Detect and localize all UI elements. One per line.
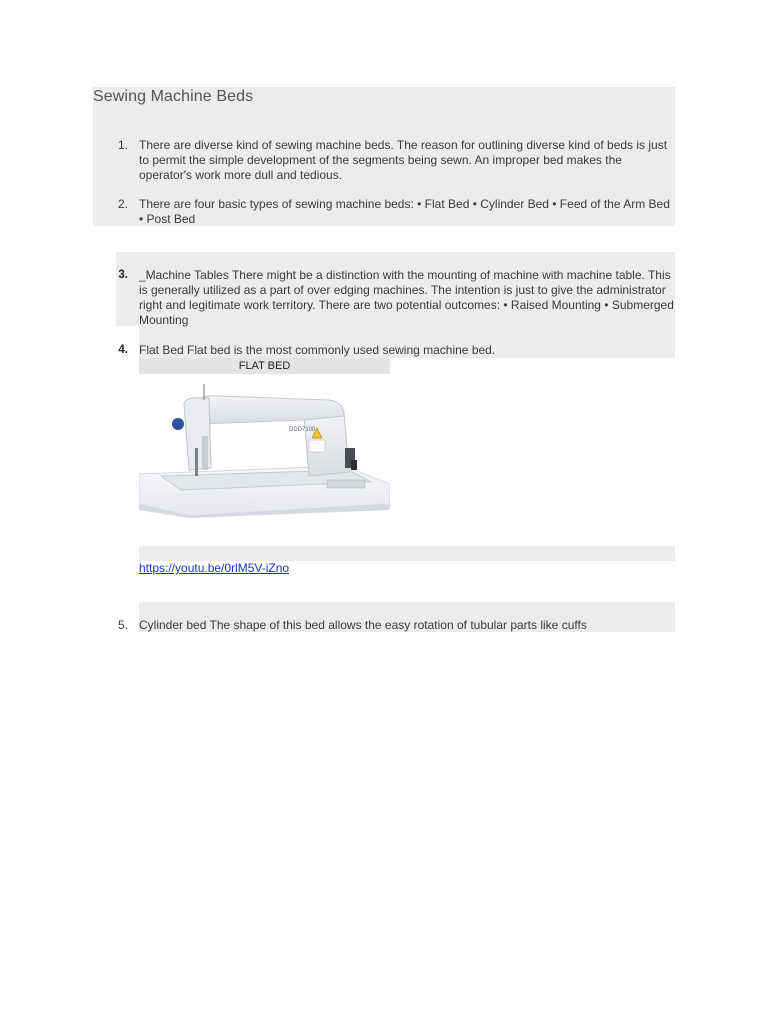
list-number: 1. [117,138,128,152]
list-item-text: There are four basic types of sewing machine beds: • Flat Bed • Cylinder Bed • Feed of the Arm Bed • Post Bed [139,197,670,226]
list-number: 2. [117,197,128,211]
shade-band-4 [139,546,675,561]
figure-caption: FLAT BED [139,358,390,374]
list-item-text: Cylinder bed The shape of this bed allows the easy rotation of tubular parts like cuffs [139,618,587,632]
list-number: 5. [117,618,128,632]
list-item-text: _Machine Tables There might be a distinction with the mounting of machine with machine table. This is generally utilized as a part of over edging machines. The intention is just to give the administrator right and legitimate work territory. There are two potential outcomes: • Raised Mounting • Submerged Mounting [139,268,674,327]
youtube-link[interactable]: https://youtu.be/0rlM5V-iZno [139,561,290,575]
list-number: 4. [118,344,128,356]
page-title: Sewing Machine Beds [93,88,254,105]
svg-text:DDD7100: DDD7100 [289,427,316,433]
sewing-machine-image [139,376,390,518]
list-item-text: Flat Bed Flat bed is the most commonly used sewing machine bed. [139,343,496,357]
list-number: 3. [118,269,128,281]
list-item-text: There are diverse kind of sewing machine beds. The reason for outlining diverse kind of beds is just to permit the simple development of the segments being sewn. An improper bed makes the operator's work more dull and tedious. [139,138,668,182]
